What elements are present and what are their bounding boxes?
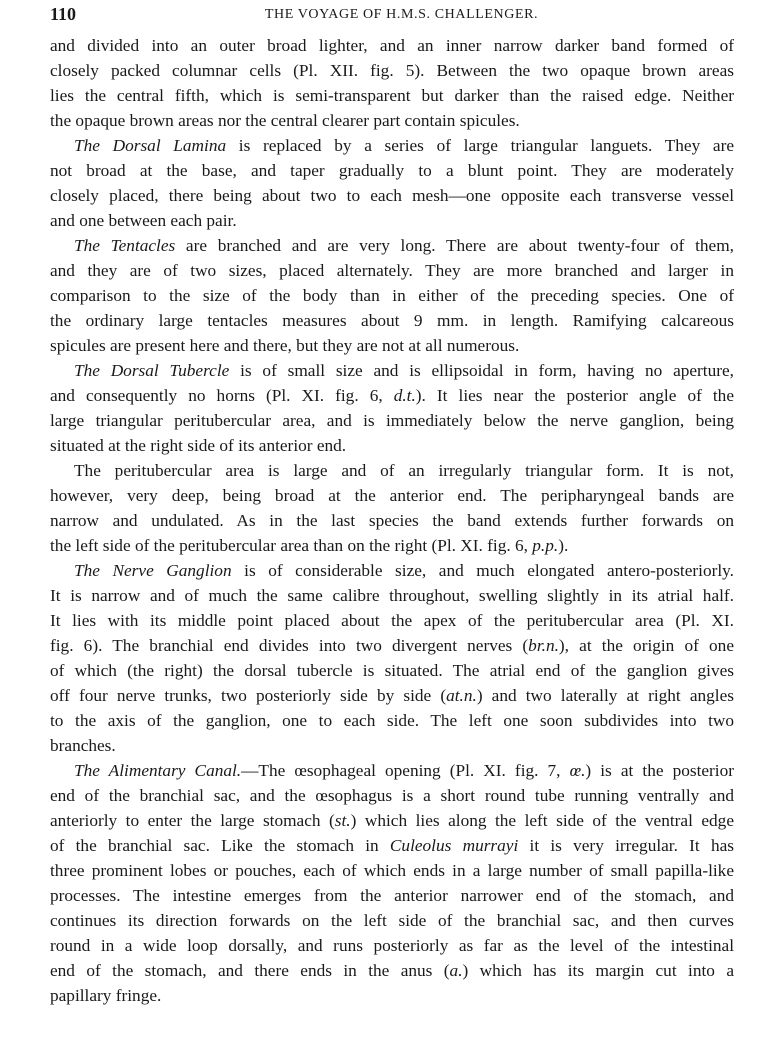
paragraph bbox=[50, 358, 734, 458]
text-line bbox=[50, 958, 734, 983]
text-run: situated at the right side of its anterior end. bbox=[50, 436, 347, 455]
text-line bbox=[50, 358, 734, 383]
text-line bbox=[50, 58, 734, 83]
paragraph bbox=[50, 458, 734, 558]
text-run: is of small size and is ellipsoidal in form, having no aperture, bbox=[229, 361, 734, 380]
text-line bbox=[50, 133, 734, 158]
text-run: ) which lies along the left side of the ventral edge bbox=[350, 811, 734, 830]
text-line bbox=[50, 408, 734, 433]
italic-text: The Tentacles bbox=[74, 236, 176, 255]
text-run: closely packed columnar cells (Pl. XII. fig. 5). Between the two opaque brown areas bbox=[50, 61, 734, 80]
text-line bbox=[50, 883, 734, 908]
text-run: the left side of the peritubercular area than on the right (Pl. XI. fig. 6, bbox=[50, 536, 533, 555]
page-number: 110 bbox=[50, 4, 77, 24]
text-line bbox=[50, 733, 734, 758]
text-run: It lies with its middle point placed about the apex of the peritubercular area (Pl. XI. bbox=[50, 611, 734, 630]
text-line bbox=[50, 258, 734, 283]
text-run: anteriorly to enter the large stomach ( bbox=[50, 811, 335, 830]
text-run: ) and two laterally at right angles bbox=[476, 686, 735, 705]
text-line bbox=[50, 608, 734, 633]
text-line bbox=[50, 833, 734, 858]
paragraph bbox=[50, 133, 734, 233]
italic-text: st. bbox=[334, 811, 351, 830]
text-line bbox=[50, 158, 734, 183]
text-run: ). bbox=[558, 536, 569, 555]
italic-text: br.n. bbox=[528, 636, 559, 655]
text-line bbox=[50, 83, 734, 108]
text-run: and consequently no horns (Pl. XI. fig. 6, bbox=[50, 386, 394, 405]
text-line bbox=[50, 708, 734, 733]
text-line bbox=[50, 483, 734, 508]
text-line bbox=[50, 633, 734, 658]
text-run: fig. 6). The branchial end divides into two divergent nerves ( bbox=[50, 636, 529, 655]
italic-text: a. bbox=[449, 961, 463, 980]
text-line bbox=[50, 858, 734, 883]
text-line bbox=[50, 758, 734, 783]
text-line bbox=[50, 108, 734, 133]
text-run: branches. bbox=[50, 736, 116, 755]
italic-text: The Dorsal Lamina bbox=[74, 136, 227, 155]
italic-text: Culeolus murrayi bbox=[389, 836, 519, 855]
text-run: and one between each pair. bbox=[50, 211, 237, 230]
text-run: and they are of two sizes, placed alternately. They are more branched and larger in bbox=[50, 261, 734, 280]
text-run: lies the central fifth, which is semi-transparent but darker than the raised edge. Neither bbox=[50, 86, 734, 105]
text-run: —The œsophageal opening (Pl. XI. fig. 7, bbox=[241, 761, 570, 780]
text-run: papillary fringe. bbox=[50, 986, 162, 1005]
text-run: it is very irregular. It has bbox=[518, 836, 734, 855]
text-line bbox=[50, 508, 734, 533]
text-run: not broad at the base, and taper gradually to a blunt point. They are moderately bbox=[50, 161, 734, 180]
text-run: to the axis of the ganglion, one to each side. The left one soon subdivides into two bbox=[50, 711, 734, 730]
italic-text: The Alimentary Canal. bbox=[74, 761, 242, 780]
text-run: narrow and undulated. As in the last species the band extends further forwards on bbox=[50, 511, 734, 530]
italic-text: The Dorsal Tubercle bbox=[74, 361, 230, 380]
text-run: It is narrow and of much the same calibre throughout, swelling slightly in its atrial half. bbox=[50, 586, 734, 605]
text-run: end of the branchial sac, and the œsophagus is a short round tube running ventrally and bbox=[50, 786, 734, 805]
text-line bbox=[50, 983, 734, 1008]
text-run: the ordinary large tentacles measures about 9 mm. in length. Ramifying calcareous bbox=[50, 311, 734, 330]
text-run: of which (the right) the dorsal tubercle is situated. The atrial end of the ganglion gives bbox=[50, 661, 734, 680]
italic-text: at.n. bbox=[446, 686, 477, 705]
page-header bbox=[50, 4, 733, 28]
text-line bbox=[50, 33, 734, 58]
italic-text: p.p. bbox=[532, 536, 559, 555]
body-text bbox=[50, 33, 734, 1008]
text-run: spicules are present here and there, but they are not at all numerous. bbox=[50, 336, 520, 355]
text-run: of the branchial sac. Like the stomach in bbox=[50, 836, 390, 855]
text-run: off four nerve trunks, two posteriorly side by side ( bbox=[50, 686, 447, 705]
text-run: large triangular peritubercular area, and is immediately below the nerve ganglion, being bbox=[50, 411, 734, 430]
text-line bbox=[50, 683, 734, 708]
text-line bbox=[50, 533, 734, 558]
text-line bbox=[50, 808, 734, 833]
paragraph bbox=[50, 758, 734, 1008]
text-line bbox=[50, 183, 734, 208]
running-title: THE VOYAGE OF H.M.S. CHALLENGER. bbox=[264, 7, 539, 22]
text-run: end of the stomach, and there ends in the anus ( bbox=[50, 961, 450, 980]
text-run: ) which has its margin cut into a bbox=[462, 961, 734, 980]
italic-text: œ. bbox=[569, 761, 586, 780]
text-line bbox=[50, 658, 734, 683]
italic-text: d.t. bbox=[393, 386, 416, 405]
text-line bbox=[50, 458, 734, 483]
text-run: three prominent lobes or pouches, each of which ends in a large number of small papilla-like bbox=[50, 861, 734, 880]
text-run: The peritubercular area is large and of an irregularly triangular form. It is not, bbox=[74, 461, 734, 480]
text-run: ). It lies near the posterior angle of the bbox=[415, 386, 734, 405]
text-run: processes. The intestine emerges from the anterior narrower end of the stomach, and bbox=[50, 886, 734, 905]
text-run: ) is at the posterior bbox=[585, 761, 735, 780]
text-line bbox=[50, 233, 734, 258]
text-run: round in a wide loop dorsally, and runs posteriorly as far as the level of the intestinal bbox=[50, 936, 734, 955]
text-line bbox=[50, 583, 734, 608]
text-line bbox=[50, 208, 734, 233]
text-line bbox=[50, 908, 734, 933]
text-run: ), at the origin of one bbox=[558, 636, 734, 655]
text-run: closely placed, there being about two to each mesh—one opposite each transverse vessel bbox=[50, 186, 734, 205]
text-line bbox=[50, 783, 734, 808]
text-line bbox=[50, 283, 734, 308]
text-run: comparison to the size of the body than in either of the preceding species. One of bbox=[50, 286, 734, 305]
text-run: are branched and are very long. There are about twenty-four of them, bbox=[175, 236, 734, 255]
text-line bbox=[50, 308, 734, 333]
paragraph bbox=[50, 33, 734, 133]
text-line bbox=[50, 433, 734, 458]
text-run: is of considerable size, and much elongated antero-posteriorly. bbox=[231, 561, 734, 580]
text-run: continues its direction forwards on the left side of the branchial sac, and then curves bbox=[50, 911, 734, 930]
text-run: and divided into an outer broad lighter, and an inner narrow darker band formed of bbox=[50, 36, 734, 55]
text-run: is replaced by a series of large triangular languets. They are bbox=[226, 136, 734, 155]
text-line bbox=[50, 933, 734, 958]
text-line bbox=[50, 558, 734, 583]
text-line bbox=[50, 383, 734, 408]
text-line bbox=[50, 333, 734, 358]
paragraph bbox=[50, 233, 734, 358]
text-run: the opaque brown areas nor the central clearer part contain spicules. bbox=[50, 111, 520, 130]
paragraph bbox=[50, 558, 734, 758]
italic-text: The Nerve Ganglion bbox=[74, 561, 232, 580]
text-run: however, very deep, being broad at the anterior end. The peripharyngeal bands are bbox=[50, 486, 734, 505]
